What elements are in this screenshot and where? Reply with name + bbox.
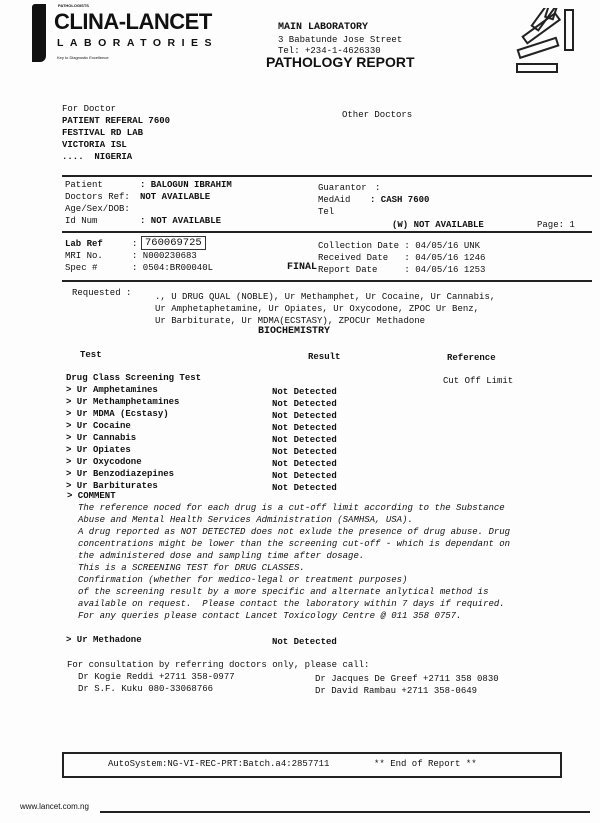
age-sex-dob-label: Age/Sex/DOB:	[65, 204, 130, 214]
consult-doctor: Dr S.F. Kuku 080-33068766	[78, 684, 214, 694]
test-result: Not Detected	[272, 637, 337, 647]
autosystem-id: AutoSystem:NG-VI-REC-PRT:Batch.a4:2857711	[108, 759, 330, 769]
test-name: > Ur Oxycodone	[66, 457, 142, 467]
divider	[62, 280, 592, 282]
tel-label: Tel	[318, 207, 335, 217]
lab-name: MAIN LABORATORY	[278, 22, 369, 33]
guarantor-label: Guarantor	[318, 183, 367, 193]
test-group: Drug Class Screening Test	[66, 373, 202, 383]
test-result: Not Detected	[272, 435, 337, 445]
consult-intro: For consultation by referring doctors only, please call:	[67, 660, 370, 670]
recipient-line: FESTIVAL RD LAB	[62, 128, 144, 138]
requested-line: Ur Barbiturate, Ur MDMA(ECSTASY), ZPOCUr Methadone	[155, 316, 426, 326]
website: www.lancet.com.ng	[20, 802, 89, 811]
received-date: Received Date : 04/05/16 1246	[318, 253, 486, 263]
guarantor: :	[375, 183, 381, 193]
report-title: PATHOLOGY REPORT	[266, 54, 415, 70]
test-name: > Ur Barbiturates	[66, 481, 158, 491]
end-of-report: ** End of Report **	[374, 759, 477, 769]
test-name: > Ur Cannabis	[66, 433, 137, 443]
recipient-line: .... NIGERIA	[62, 152, 133, 162]
fan-logo-icon	[515, 8, 579, 74]
column-header-test: Test	[80, 350, 102, 360]
test-result: Not Detected	[272, 447, 337, 457]
lab-address: 3 Babatunde Jose Street	[278, 35, 403, 45]
for-doctor-label: For Doctor	[62, 104, 117, 114]
cut-off-limit: Cut Off Limit	[443, 376, 514, 386]
lab-tel: Tel: +234-1-4626330	[278, 46, 381, 56]
patient-name: : BALOGUN IBRAHIM	[140, 180, 232, 190]
requested-line: ., U DRUG QUAL (NOBLE), Ur Methamphet, Ur Cocaine, Ur Cannabis,	[155, 292, 496, 302]
end-of-report-box	[62, 752, 562, 778]
comment-line: A drug reported as NOT DETECTED does not exlude the presence of drug abuse. Drug	[78, 527, 511, 537]
comment-line: available on request. Please contact the laboratory within 7 days if required.	[78, 599, 505, 609]
mri-number: : N000230683	[132, 251, 197, 261]
tel-work: (W) NOT AVAILABLE	[392, 220, 484, 230]
test-name: > Ur Cocaine	[66, 421, 131, 431]
pathology-report-page: PATHOLOGISTS CLINA-LANCET LABORATORIES Key to Diagnostic Excellence MAIN LABORATORY 3 Babatunde Jose Street Tel: +234-1-4626330 PATHOLOGY REPORT For Doctor PATIENT REFERAL 7600 FESTIVAL RD LAB VICTORIA ISL .... NIGERIA Other Doctors Patient : BALOGUN IBRAHIM Doctors Ref: NOT AVAILABLE Age/Sex/DOB: Id Num : NOT AVAILABLE Guarantor : MedAid : CASH 7600 Tel (W) NOT AVAILABLE Page: 1 Lab Ref : 760069725 MRI No. : N000230683 Spec # : 0504:BR00040L FINAL Collection Date : 04/05/16 UNK Received Date : 04/05/16 1246 Report Date : 04/05/16 1253 Requested : ., U DRUG QUAL (NOBLE), Ur Methamphet, Ur Cocaine, Ur Cannabis, Ur Amphetaphetamine, Ur Opiates, Ur Oxycodone, ZPOC Ur Benz, Ur Barbiturate, Ur MDMA(ECSTASY), ZPOCUr Methadone BIOCHEMISTRY Test Result Reference Drug Class Screening Test Cut Off Limit > Ur Amphetamines Not Detected > Ur Methamphetamines Not Detected > Ur MDMA (Ecstasy) Not Detected > Ur Cocaine Not Detected > Ur Cannabis Not Detected > Ur Opiates Not Detected > Ur Oxycodone Not Detected > Ur Benzodiazepines Not Detected > Ur Barbiturates Not Detected > COMMENT The reference noced for each drug is a cut-off limit according to the Substance Abuse and Mental Health Services Administration (SAMHSA, USA). A drug reported as NOT DETECTED does not exlude the presence of drug abuse. Drug concentrations might be lower than the screening cut-off - which is dependant on the administered dose and sampling time after dosage. This is a SCREENING TEST for DRUG CLASSES. Confirmation (whether for medico-legal or treatment purposes) of the screening result by a more specific and alternate anlytical method is available on request. Please contact the laboratory within 7 days if required. For any queries please contact Lancet Toxicology Centre @ 011 358 0757. > Ur Methadone Not Detected For consultation by referring doctors only, please call: Dr Kogie Reddi +2711 358-0977 Dr Jacques De Greef +2711 358 0830 Dr S.F. Kuku 080-33068766 Dr David Rambau +2711 358-0649 AutoSystem:NG-VI-REC-PRT:Batch.a4:2857711 ** End of Report ** www.lancet.com.ng	[0, 0, 600, 823]
recipient-line: VICTORIA ISL	[62, 140, 127, 150]
recipient-line: PATIENT REFERAL 7600	[62, 116, 171, 126]
spec-label: Spec #	[65, 263, 98, 273]
test-result: Not Detected	[272, 399, 337, 409]
test-result: Not Detected	[272, 423, 337, 433]
column-header-reference: Reference	[447, 353, 496, 363]
mri-label: MRI No.	[65, 251, 103, 261]
other-doctors-label: Other Doctors	[342, 110, 413, 120]
collection-date: Collection Date : 04/05/16 UNK	[318, 241, 481, 251]
test-result: Not Detected	[272, 483, 337, 493]
test-name: > Ur MDMA (Ecstasy)	[66, 409, 169, 419]
test-result: Not Detected	[272, 411, 337, 421]
comment-line: The reference noced for each drug is a cut-off limit according to the Substance	[78, 503, 505, 513]
lab-ref: 760069725	[141, 236, 206, 250]
comment-line: Confirmation (whether for medico-legal or treatment purposes)	[78, 575, 408, 585]
consult-doctor: Dr Jacques De Greef +2711 358 0830	[315, 674, 499, 684]
id-num-label: Id Num	[65, 216, 98, 226]
test-result: Not Detected	[272, 471, 337, 481]
test-name: > Ur Opiates	[66, 445, 131, 455]
test-result: Not Detected	[272, 387, 337, 397]
comment-line: concentrations might be lower than the screening cut-off - which is dependant on	[78, 539, 511, 549]
column-header-result: Result	[308, 352, 341, 362]
patient-label: Patient	[65, 180, 103, 190]
consult-doctor: Dr Kogie Reddi +2711 358-0977	[78, 672, 235, 682]
medaid: : CASH 7600	[370, 195, 430, 205]
comment-line: of the screening result by a more specific and alternate anlytical method is	[78, 587, 489, 597]
test-name: > Ur Benzodiazepines	[66, 469, 175, 479]
requested-label: Requested :	[72, 288, 132, 298]
comment-line: For any queries please contact Lancet Toxicology Centre @ 011 358 0757.	[78, 611, 462, 621]
test-name: > Ur Amphetamines	[66, 385, 158, 395]
doctors-ref-label: Doctors Ref:	[65, 192, 130, 202]
lab-ref-label: Lab Ref	[65, 239, 103, 249]
test-result: Not Detected	[272, 459, 337, 469]
divider	[62, 231, 592, 233]
section-title: BIOCHEMISTRY	[258, 326, 331, 337]
test-name: > Ur Methadone	[66, 635, 142, 645]
consult-doctor: Dr David Rambau +2711 358-0649	[315, 686, 478, 696]
requested-line: Ur Amphetaphetamine, Ur Opiates, Ur Oxycodone, ZPOC Ur Benz,	[155, 304, 480, 314]
report-date: Report Date : 04/05/16 1253	[318, 265, 486, 275]
comment-line: This is a SCREENING TEST for DRUG CLASSES.	[78, 563, 305, 573]
doctors-ref: NOT AVAILABLE	[140, 192, 211, 202]
comment-line: the administered dose and sampling time after dosage.	[78, 551, 365, 561]
comment-label: > COMMENT	[67, 491, 116, 501]
footer-line	[100, 811, 590, 813]
final-status: FINAL	[287, 262, 318, 273]
medaid-label: MedAid	[318, 195, 351, 205]
page-number: Page: 1	[537, 220, 575, 230]
test-name: > Ur Methamphetamines	[66, 397, 180, 407]
comment-line: Abuse and Mental Health Services Administration (SAMHSA, USA).	[78, 515, 413, 525]
id-num: : NOT AVAILABLE	[140, 216, 222, 226]
spec-number: : 0504:BR00040L	[132, 263, 214, 273]
divider	[62, 175, 592, 177]
